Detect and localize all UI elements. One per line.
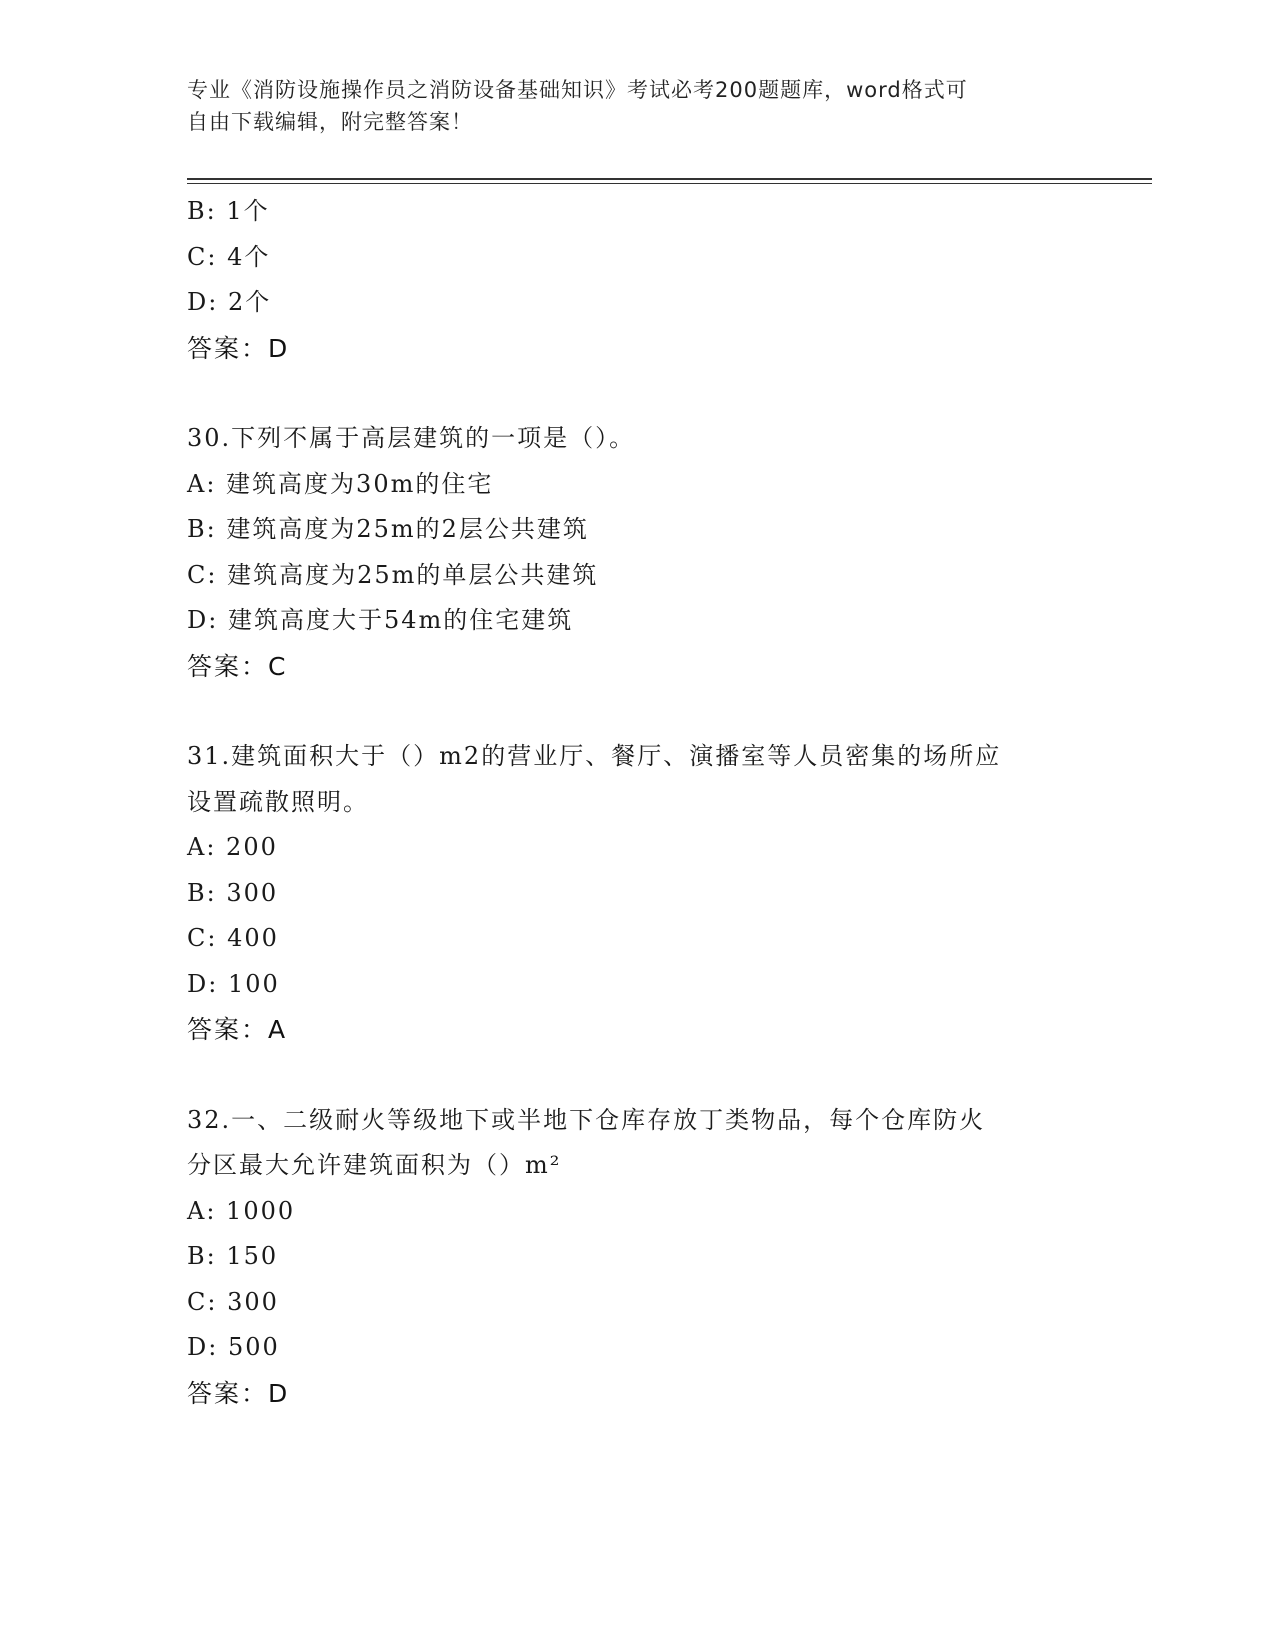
question-stem-line-2: 分区最大允许建筑面积为（）m² [187, 1151, 562, 1179]
spacer [187, 689, 1087, 734]
header-divider-thin [187, 183, 1152, 184]
option-c: C: 4个 [187, 242, 271, 271]
option-d: D: 建筑高度大于54m的住宅建筑 [187, 606, 574, 634]
question-stem: 30.下列不属于高层建筑的一项是（）。 [187, 424, 636, 452]
question-30 [187, 416, 1087, 689]
header-line-2: 自由下载编辑，附完整答案！ [187, 110, 473, 134]
question-29-tail [187, 189, 1087, 371]
option-d: D: 100 [187, 969, 280, 998]
option-b: B: 150 [187, 1242, 279, 1270]
question-stem-line-1: 31.建筑面积大于（）m2的营业厅、餐厅、演播室等人员密集的场所应 [187, 742, 1002, 770]
spacer [187, 371, 1087, 416]
option-b: B: 建筑高度为25m的2层公共建筑 [187, 515, 589, 543]
question-stem-line-2: 设置疏散照明。 [187, 787, 369, 816]
option-d: D: 500 [187, 1333, 280, 1361]
option-a: A: 建筑高度为30m的住宅 [187, 469, 494, 498]
option-a: A: 200 [187, 833, 278, 861]
header-line-1: 专业《消防设施操作员之消防设备基础知识》考试必考200题题库，word格式可 [187, 78, 968, 102]
question-31 [187, 734, 1087, 1053]
option-c: C: 建筑高度为25m的单层公共建筑 [187, 560, 599, 589]
question-32 [187, 1098, 1087, 1417]
option-c: C: 300 [187, 1287, 279, 1316]
header-divider-thick [187, 178, 1152, 180]
option-c: C: 400 [187, 924, 279, 952]
question-stem-line-1: 32.一、二级耐火等级地下或半地下仓库存放丁类物品，每个仓库防火 [187, 1105, 986, 1134]
document-header [187, 74, 1067, 138]
option-a: A: 1000 [187, 1196, 296, 1225]
answer: 答案：D [187, 333, 290, 363]
answer: 答案：C [187, 651, 288, 681]
spacer [187, 1053, 1087, 1098]
answer: 答案：D [187, 1378, 290, 1408]
option-d: D: 2个 [187, 288, 272, 316]
question-content [187, 189, 1087, 1416]
answer: 答案：A [187, 1015, 288, 1044]
option-b: B: 1个 [187, 197, 270, 225]
option-b: B: 300 [187, 878, 279, 907]
